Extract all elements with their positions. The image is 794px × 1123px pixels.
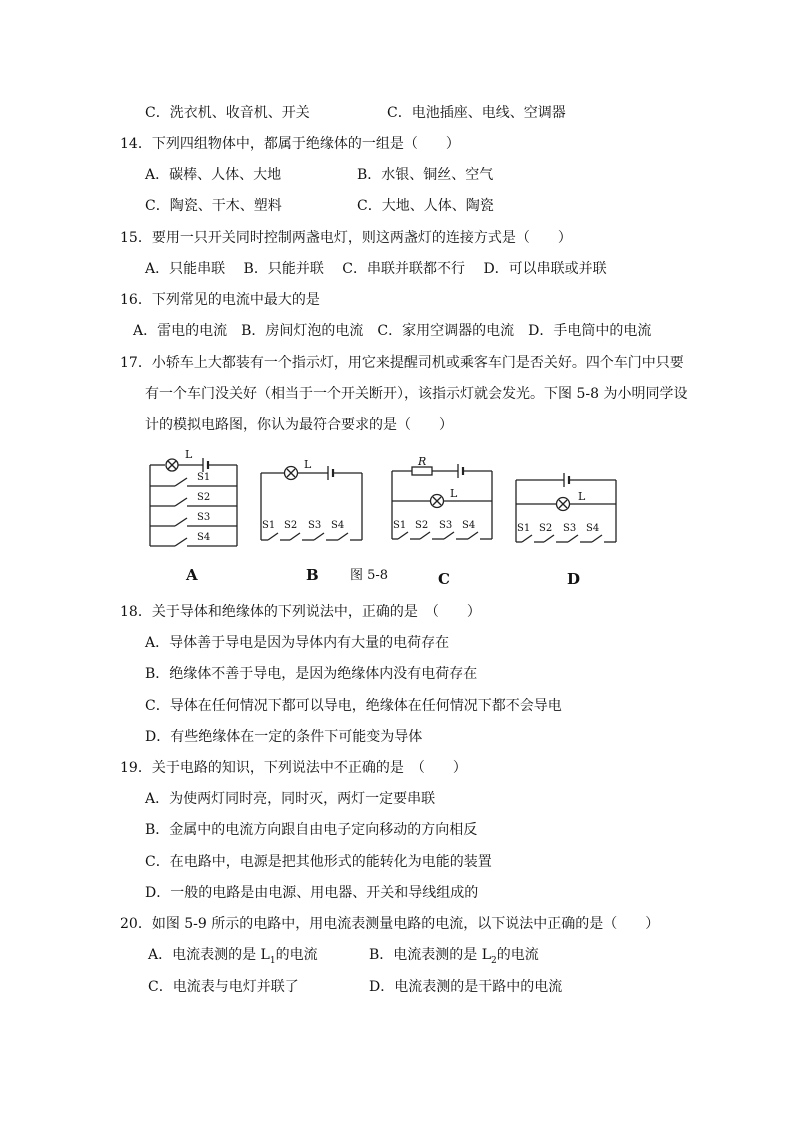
q20-option-b-subscript: 2 [491,955,497,966]
q20-option-b-text: B．电流表测的是 L [369,947,492,963]
q14-option-c: C．陶瓷、干木、塑料 [145,198,282,214]
switch-label-c4: S4 [462,520,476,531]
q20-option-d: D．电流表测的是干路中的电流 [369,979,563,995]
q19-option-c: C．在电路中，电源是把其他形式的能转化为电能的装置 [145,854,492,870]
lamp-label-b: L [304,458,312,471]
figure-label-d: D [567,570,581,588]
q20-option-a-subscript: 1 [269,955,276,966]
circuit-diagram-b [258,458,368,552]
q19-option-b: B．金属中的电流方向跟自由电子定向移动的方向相反 [145,822,478,838]
figure-caption: 图 5-8 [350,568,389,583]
q16-options: A．雷电的电流 B．房间灯泡的电流 C．家用空调器的电流 D．手电筒中的电流 [133,323,652,339]
figure-label-b: B [306,566,319,584]
lamp-label-d: L [578,490,586,503]
q14-option-b: B．水银、铜丝、空气 [357,167,494,183]
question-19: 19．关于电路的知识，下列说法中不正确的是 （ ） [120,760,467,776]
question-17-line-3: 计的模拟电路图，你认为最符合要求的是（ ） [145,417,453,433]
lamp-label-c: L [450,487,458,500]
prev-option-c2: C．电池插座、电线、空调器 [387,105,566,121]
q18-option-a: A．导体善于导电是因为导体内有大量的电荷存在 [145,635,450,651]
switch-label-a4: S4 [197,532,211,543]
question-16: 16．下列常见的电流中最大的是 [120,292,320,308]
switch-label-d1: S1 [517,523,531,534]
q20-option-c: C．电流表与电灯并联了 [148,979,299,995]
resistor-label-c: R [418,455,427,468]
question-17-line-1: 17．小轿车上大都装有一个指示灯，用它来提醒司机或乘客车门是否关好。四个车门中只要 [120,355,684,371]
q19-option-a: A．为使两灯同时亮，同时灭，两灯一定要串联 [145,791,436,807]
q14-option-d: C．大地、人体、陶瓷 [357,198,494,214]
q20-option-b-text-end: 的电流 [496,947,539,963]
question-20: 20．如图 5-9 所示的电路中，用电流表测量电路的电流，以下说法中正确的是（ ） [120,916,660,932]
question-14: 14．下列四组物体中，都属于绝缘体的一组是（ ） [120,136,460,152]
q19-option-d: D．一般的电路是由电源、用电器、开关和导线组成的 [145,885,479,901]
q20-option-a-text-end: 的电流 [275,947,318,963]
lamp-label-a: L [185,448,193,461]
figure-label-a: A [186,566,198,584]
q20-option-a [148,946,318,970]
switch-label-d3: S3 [563,523,577,534]
q18-option-b: B．绝缘体不善于导电，是因为绝缘体内没有电荷存在 [145,666,478,682]
switch-label-b4: S4 [331,520,345,531]
switch-label-c1: S1 [393,520,407,531]
switch-label-b3: S3 [308,520,322,531]
switch-label-b2: S2 [284,520,298,531]
switch-label-c3: S3 [439,520,453,531]
q14-option-a: A．碳棒、人体、大地 [145,167,282,183]
figure-label-c: C [438,570,450,588]
switch-label-a3: S3 [197,512,211,523]
switch-label-a2: S2 [197,492,211,503]
switch-label-b1: S1 [262,520,276,531]
q20-option-b [369,946,539,970]
switch-label-a1: S1 [197,472,211,483]
circuit-diagram-c [388,455,498,554]
question-15: 15．要用一只开关同时控制两盏电灯，则这两盏灯的连接方式是（ ） [120,230,572,246]
question-17-line-2: 有一个车门没关好（相当于一个开关断开），该指示灯就会发光。下图 5-8 为小明同学设 [145,386,688,402]
q18-option-d: D．有些绝缘体在一定的条件下可能变为导体 [145,729,423,745]
switch-label-d4: S4 [586,523,600,534]
circuit-diagram-a [145,450,245,559]
prev-option-c: C．洗衣机、收音机、开关 [145,105,310,121]
question-18: 18．关于导体和绝缘体的下列说法中，正确的是 （ ） [120,604,481,620]
switch-label-c2: S2 [415,520,429,531]
q18-option-c: C．导体在任何情况下都可以导电，绝缘体在任何情况下都不会导电 [145,698,562,714]
q15-options: A．只能串联 B．只能并联 C．串联并联都不行 D．可以串联或并联 [145,261,607,277]
q20-option-a-text: A．电流表测的是 L [148,947,270,963]
switch-label-d2: S2 [539,523,553,534]
circuit-diagram-d [512,466,622,555]
